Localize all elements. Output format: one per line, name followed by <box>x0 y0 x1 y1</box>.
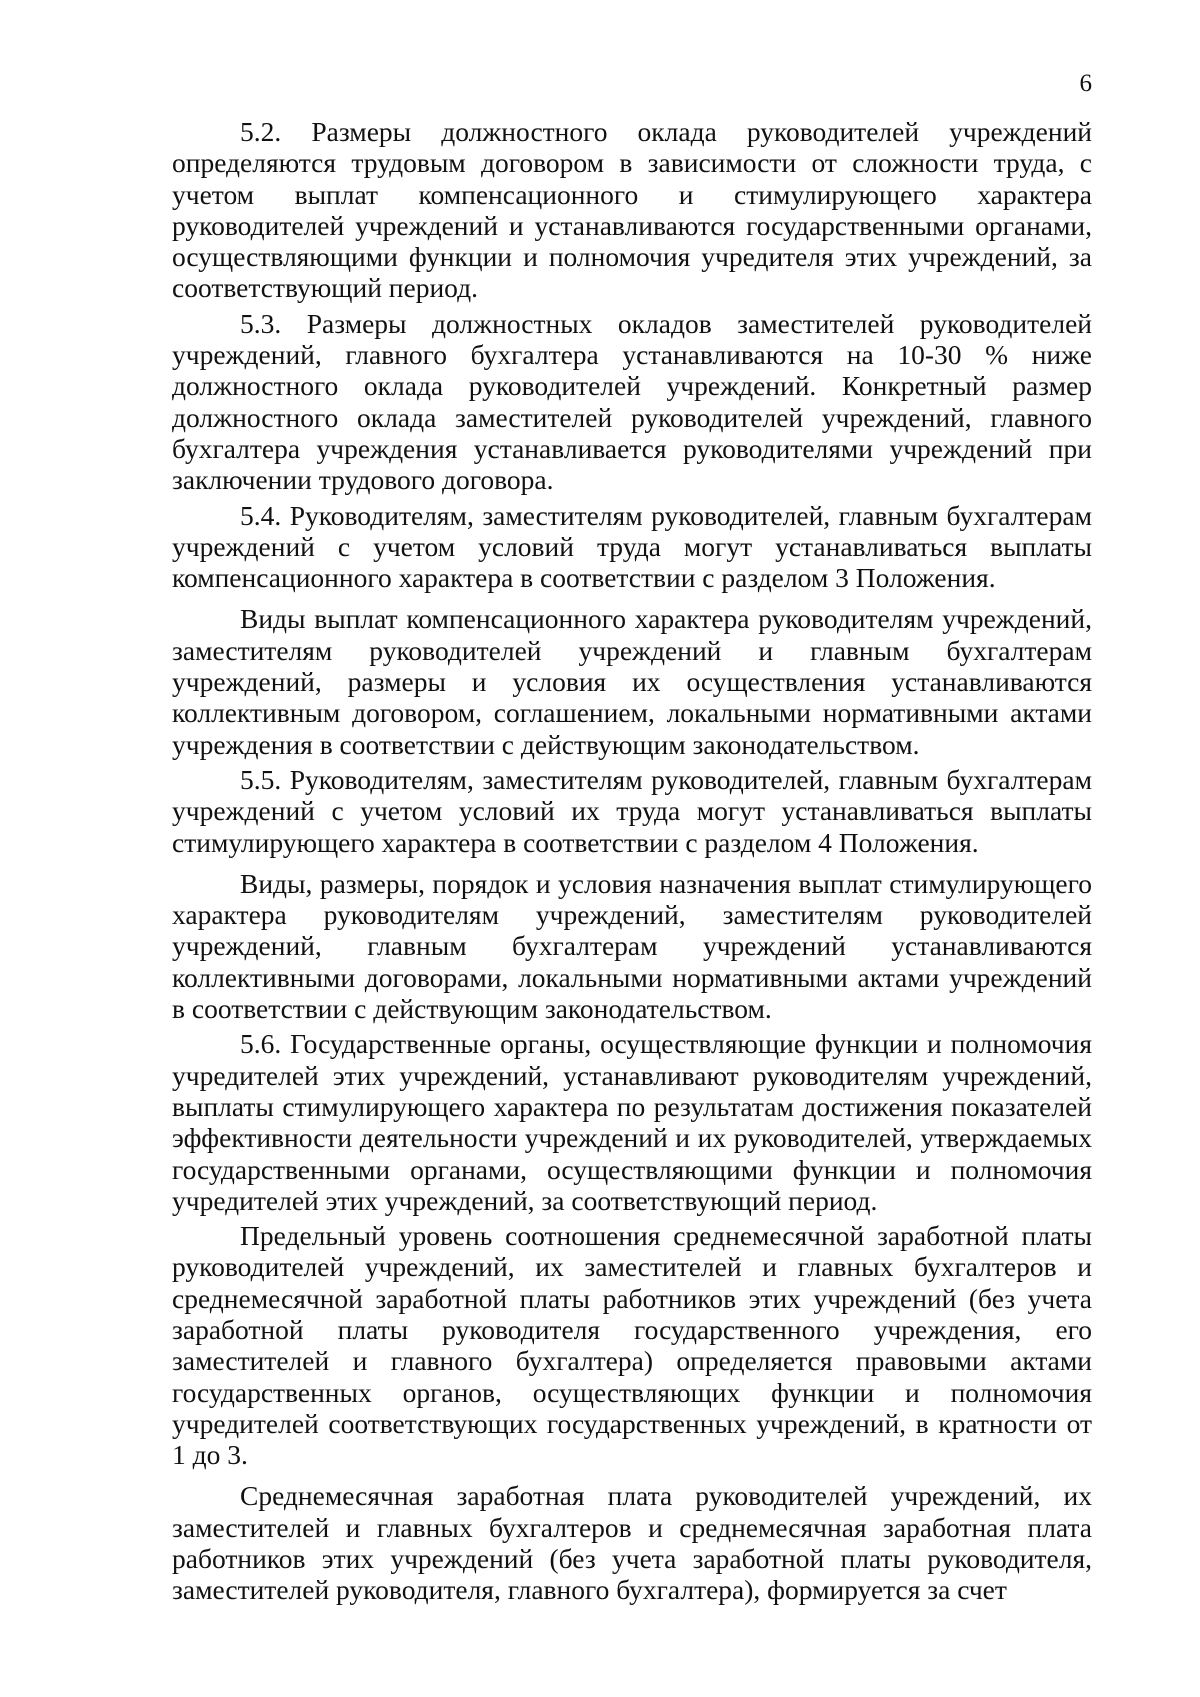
paragraph-5-3: 5.3. Размеры должностных окладов заместителей руководителей учреждений, главного бухгалтера устанавливаются на 10-30 % ниже должностного оклада руководителей учреждений. Конкретный размер должностного оклада заместителей руководителей учреждений, главного бухгалтера учреждения устанавливается руководителями учреждений при заключении трудового договора. <box>172 307 1092 496</box>
paragraph-compensation-types: Виды выплат компенсационного характера руководителям учреждений, заместителям руководителей учреждений и главным бухгалтерам учреждений, размеры и условия их осуществления устанавливаются коллективным договором, соглашением, локальными нормативными актами учреждения в соответствии с действующим законодательством. <box>172 603 1092 760</box>
page-number: 6 <box>1079 70 1092 97</box>
paragraph-average-salary: Среднемесячная заработная плата руководителей учреждений, их заместителей и главных бухгалтеров и среднемесячная заработная плата работников этих учреждений (без учета заработной платы руководителя, заместителей руководителя, главного бухгалтера), формируется за счет <box>172 1480 1092 1606</box>
paragraph-5-6: 5.6. Государственные органы, осуществляющие функции и полномочия учредителей этих учреждений, устанавливают руководителям учреждений, выплаты стимулирующего характера по результатам достижения показателей эффективности деятельности учреждений и их руководителей, утверждаемых государственными органами, осуществляющими функции и полномочия учредителей этих учреждений, за соответствующий период. <box>172 1028 1092 1216</box>
paragraph-5-5: 5.5. Руководителям, заместителям руководителей, главным бухгалтерам учреждений с учетом условий их труда могут устанавливаться выплаты стимулирующего характера в соответствии с разделом 4 Положения. <box>172 763 1092 858</box>
paragraph-incentive-types: Виды, размеры, порядок и условия назначения выплат стимулирующего характера руководителям учреждений, заместителям руководителей учреждений, главным бухгалтерам учреждений устанавливаются коллективными договорами, локальными нормативными актами учреждений в соответствии с действующим законодательством. <box>172 867 1092 1025</box>
document-body <box>172 116 1092 1610</box>
paragraph-salary-ratio: Предельный уровень соотношения среднемесячной заработной платы руководителей учреждений, их заместителей и главных бухгалтеров и среднемесячной заработной платы работников этих учреждений (без учета заработной платы руководителя государственного учреждения, его заместителей и главного бухгалтера) определяется правовыми актами государственных органов, осуществляющих функции и полномочия учредителей соответствующих государственных учреждений, в кратности от 1 до 3. <box>172 1220 1092 1471</box>
paragraph-5-2: 5.2. Размеры должностного оклада руководителей учреждений определяются трудовым договором в зависимости от сложности труда, с учетом выплат компенсационного и стимулирующего характера руководителей учреждений и устанавливаются государственными органами, осуществляющими функции и полномочия учредителя этих учреждений, за соответствующий период. <box>172 116 1092 304</box>
paragraph-5-4: 5.4. Руководителям, заместителям руководителей, главным бухгалтерам учреждений с учетом условий труда могут устанавливаться выплаты компенсационного характера в соответствии с разделом 3 Положения. <box>172 499 1092 594</box>
